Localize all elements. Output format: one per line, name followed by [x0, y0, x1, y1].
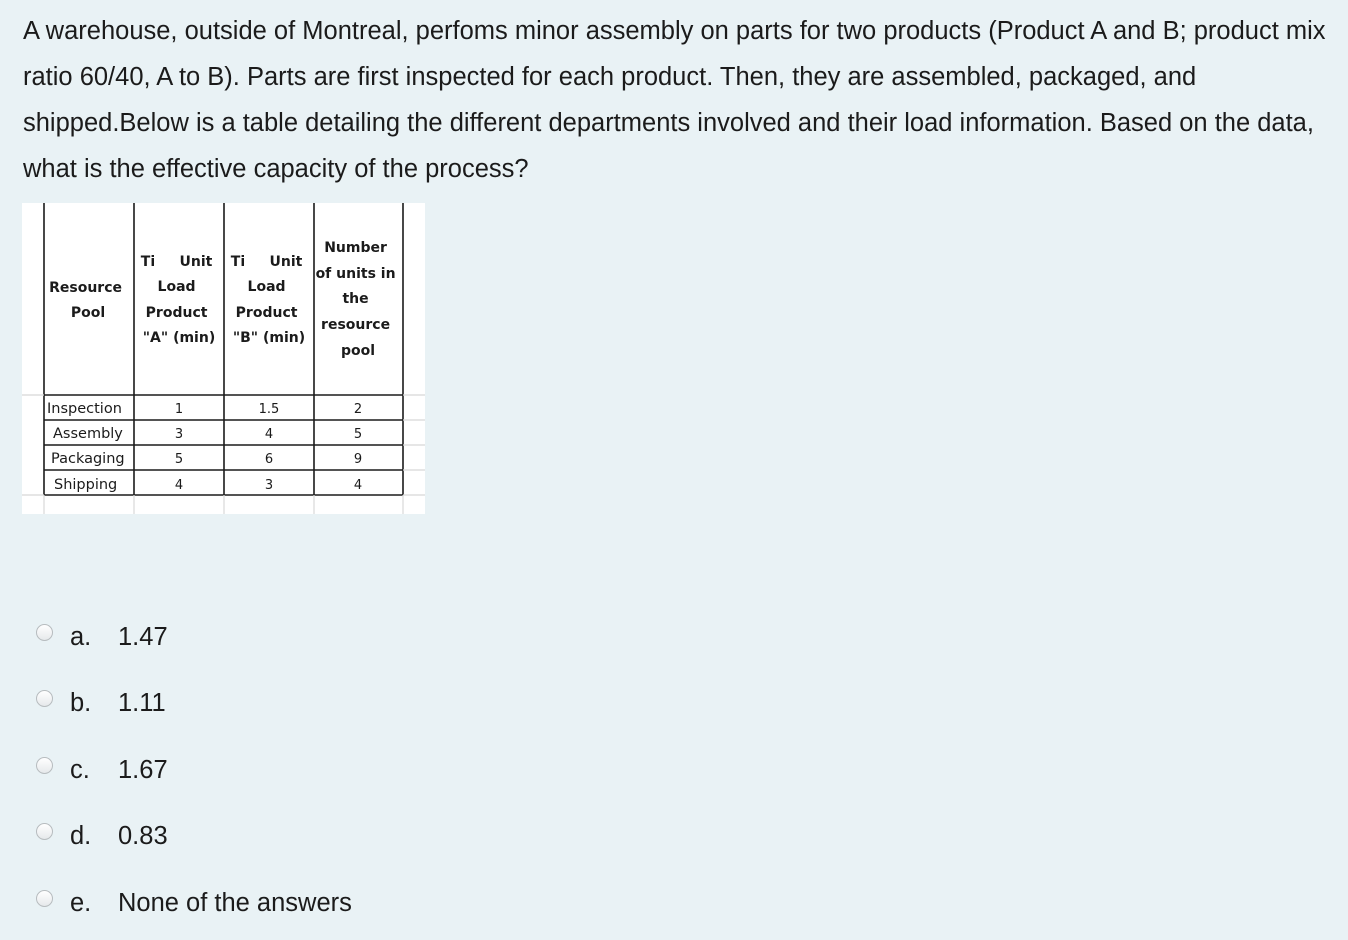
option-d[interactable] — [36, 804, 636, 871]
option-letter: d. — [70, 822, 92, 851]
option-a[interactable] — [36, 604, 636, 671]
option-b[interactable] — [36, 671, 636, 738]
header-load-product-a: Ti Unit Load Product "A" (min) — [140, 254, 216, 346]
option-letter: a. — [70, 622, 92, 651]
radio-button[interactable] — [36, 690, 53, 707]
row-name: Assembly — [53, 426, 123, 442]
table-row — [47, 401, 362, 417]
option-e[interactable] — [36, 870, 636, 937]
row-load-b: 4 — [264, 427, 274, 442]
header-load-product-b: Ti Unit Load Product "B" (min) — [230, 254, 306, 346]
row-units: 9 — [353, 452, 363, 467]
row-load-b: 1.5 — [258, 402, 280, 417]
option-text[interactable]: 1.11 — [118, 689, 166, 718]
row-load-b: 6 — [264, 452, 274, 467]
row-units: 4 — [353, 478, 363, 493]
resource-table-image — [22, 203, 425, 514]
row-name: Packaging — [51, 451, 125, 467]
option-letter: b. — [70, 689, 92, 718]
table-row — [51, 451, 362, 467]
table-row — [53, 426, 362, 442]
option-c[interactable] — [36, 737, 636, 804]
row-load-a: 1 — [174, 402, 184, 417]
option-text[interactable]: None of the answers — [118, 888, 352, 917]
option-letter: c. — [70, 755, 90, 784]
header-number-of-units: Number of units in the resource pool — [315, 240, 396, 359]
resource-table — [22, 203, 425, 514]
radio-button[interactable] — [36, 823, 53, 840]
row-load-a: 4 — [174, 478, 184, 493]
row-load-b: 3 — [264, 478, 274, 493]
row-units: 2 — [353, 402, 363, 417]
radio-button[interactable] — [36, 890, 53, 907]
option-letter: e. — [70, 888, 92, 917]
header-resource-pool: Resource Pool — [49, 280, 123, 321]
row-load-a: 5 — [174, 452, 184, 467]
option-text[interactable]: 1.47 — [118, 622, 168, 651]
question-text: A warehouse, outside of Montreal, perfoms minor assembly on parts for two products (Product A and B; product mix ratio 60/40, A to B). Parts are first inspected for each product. Then, they are assembled, packaged, and shipped.Below is a table detailing the different departments involved and their load information. Based on the data, what is the effective capacity of the process? — [23, 17, 1326, 183]
answer-options — [36, 604, 636, 937]
row-load-a: 3 — [174, 427, 184, 442]
row-name: Shipping — [54, 477, 118, 493]
row-name: Inspection — [47, 401, 122, 417]
option-text[interactable]: 0.83 — [118, 822, 168, 851]
radio-button[interactable] — [36, 757, 53, 774]
radio-button[interactable] — [36, 624, 53, 641]
table-row — [54, 477, 362, 493]
row-units: 5 — [353, 427, 363, 442]
option-text[interactable]: 1.67 — [118, 755, 168, 784]
